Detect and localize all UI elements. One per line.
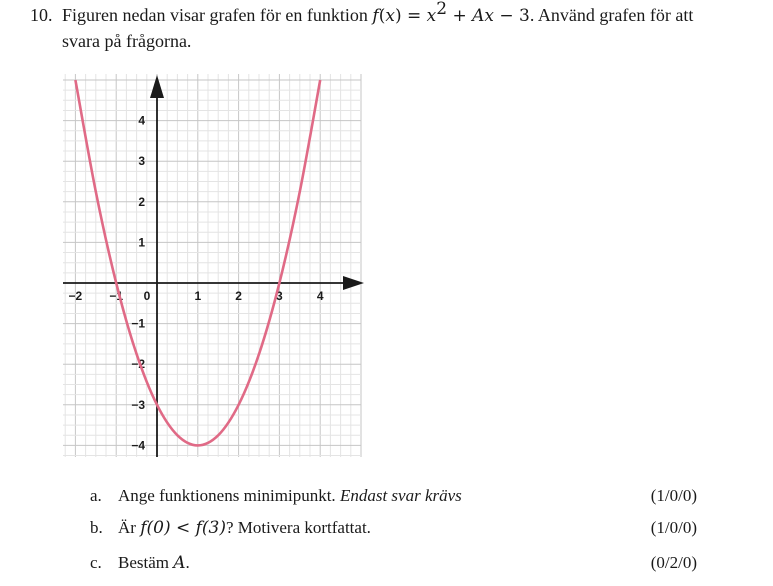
intro-text-after: . Använd grafen för att — [529, 5, 694, 25]
x-tick-label: −1 — [109, 289, 124, 303]
subquestion-letter: b. — [90, 518, 103, 537]
y-tick-label: −4 — [131, 438, 145, 453]
subquestion-points: (0/2/0) — [650, 553, 697, 572]
x-tick-label: 3 — [276, 289, 283, 303]
x-tick-label: −2 — [68, 289, 83, 303]
subquestion-text: Är f(0) < f(3)? Motivera kortfattat. — [118, 518, 371, 538]
y-tick-label: 3 — [138, 154, 145, 169]
intro-text: Figuren nedan visar grafen för en funktion — [62, 5, 368, 25]
subquestion-points: (1/0/0) — [650, 518, 697, 537]
y-axis-arrowhead — [150, 75, 164, 98]
x-tick-label: 0 — [143, 289, 151, 303]
subquestion-text: Ange funktionens minimipunkt. Endast svar krävs — [118, 486, 462, 505]
subquestion-letter: a. — [90, 486, 102, 505]
y-tick-label: 4 — [138, 113, 145, 128]
subquestion-points: (1/0/0) — [650, 486, 697, 505]
y-tick-label: −2 — [131, 357, 145, 372]
graph-axes — [63, 75, 364, 457]
x-tick-label: 2 — [235, 289, 242, 303]
y-tick-label: 1 — [138, 235, 145, 250]
subquestion-text: Bestäm A. — [118, 553, 190, 573]
graph-grid — [63, 74, 361, 457]
function-expression: $f(x) = x^2 + Ax - 3$ — [372, 0, 530, 26]
y-tick-label: 2 — [138, 194, 145, 209]
x-tick-label: 4 — [316, 289, 324, 303]
y-tick-label: −3 — [131, 397, 145, 412]
x-tick-label: 1 — [194, 289, 202, 303]
y-tick-label: −1 — [131, 316, 145, 331]
question-number: 10. — [30, 5, 53, 25]
question-intro-line2: svara på frågorna. — [62, 31, 192, 51]
subquestion-letter: c. — [90, 553, 102, 572]
